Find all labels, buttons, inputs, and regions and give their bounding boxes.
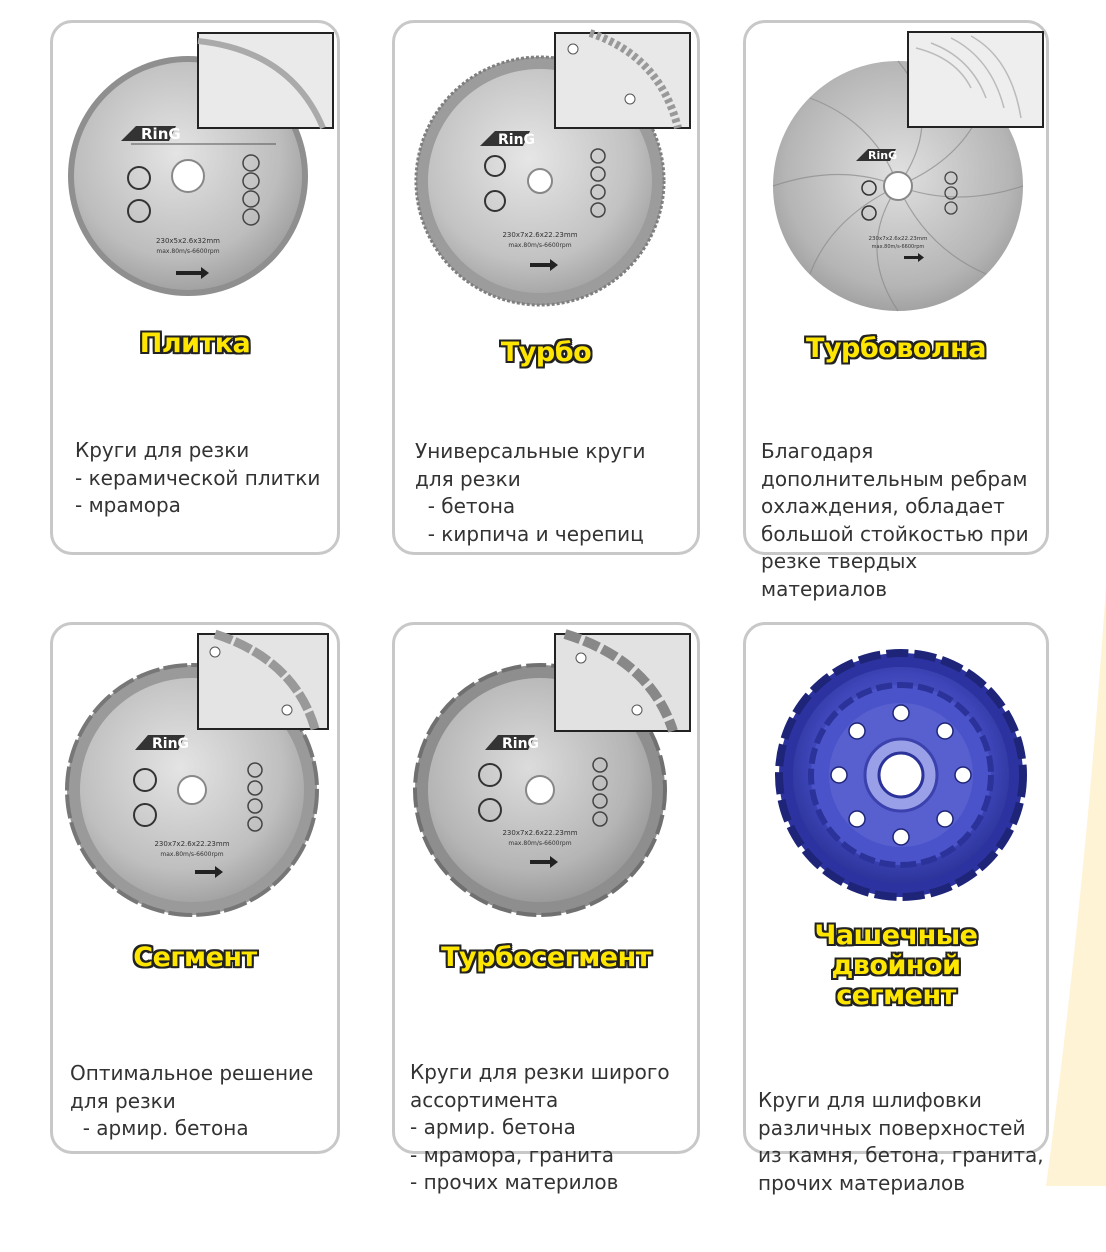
product-card-tile [50, 20, 340, 555]
card-description: Круги для шлифовки различных поверхностей из камня, бетона, гранита, прочих материалов [758, 1088, 1044, 1195]
card-title: Плитка [139, 328, 251, 359]
svg-text:230x7x2.6x22.23mm: 230x7x2.6x22.23mm [502, 231, 578, 239]
product-card-segment [50, 622, 340, 1154]
card-description: Универсальные круги для резки - бетона - кирпича и черепиц [415, 439, 646, 546]
svg-text:230x7x2.6x22.23mm: 230x7x2.6x22.23mm [868, 236, 928, 242]
card-description: Благодаря дополнительным ребрам охлаждения, обладает большой стойкостью при резке твердых материалов [761, 439, 1029, 601]
card-description: Оптимальное решение для резки - армир. бетона [70, 1061, 314, 1140]
svg-text:max.80m/s-6600rpm: max.80m/s-6600rpm [508, 242, 572, 249]
svg-text:max.80m/s-6600rpm: max.80m/s-6600rpm [156, 248, 220, 255]
svg-text:RinG: RinG [502, 736, 540, 752]
segment-disc-image [65, 630, 340, 920]
turbosegment-disc-image [405, 630, 697, 920]
card-description: Круги для резки - керамической плитки - мрамора [75, 438, 321, 517]
card-title: Сегмент [133, 942, 257, 973]
card-title: Турбоволна [805, 333, 987, 364]
product-card-turbowave [743, 20, 1049, 601]
card-title: Чашечные двойной сегмент [814, 920, 978, 1011]
svg-text:230x7x2.6x22.23mm: 230x7x2.6x22.23mm [154, 840, 230, 848]
svg-text:230x7x2.6x22.23mm: 230x7x2.6x22.23mm [502, 829, 578, 837]
svg-text:230x5x2.6x32mm: 230x5x2.6x32mm [156, 237, 220, 245]
svg-text:max.80m/s-6600rpm: max.80m/s-6600rpm [508, 840, 572, 847]
svg-text:RinG: RinG [152, 736, 190, 752]
cup-wheel-image [771, 645, 1031, 905]
product-card-turbosegment [392, 622, 700, 1194]
turbo-disc-image [410, 31, 695, 311]
card-title: Турбо [500, 337, 592, 368]
brand-logo-text: RinG [141, 125, 181, 143]
card-description: Круги для резки широго ассортимента - армир. бетона - мрамора, гранита - прочих материлов [410, 1060, 670, 1194]
svg-text:max.80m/s-6600rpm: max.80m/s-6600rpm [160, 851, 224, 858]
svg-text:RinG: RinG [868, 149, 898, 162]
svg-text:max.80m/s-6600rpm: max.80m/s-6600rpm [871, 244, 925, 250]
svg-text:RinG: RinG [498, 132, 536, 148]
turbowave-disc-image [756, 28, 1048, 318]
card-title: Турбосегмент [441, 942, 651, 973]
product-card-cup-double-segment [743, 622, 1049, 1195]
tile-disc-image [61, 31, 336, 311]
product-card-turbo [392, 20, 700, 555]
